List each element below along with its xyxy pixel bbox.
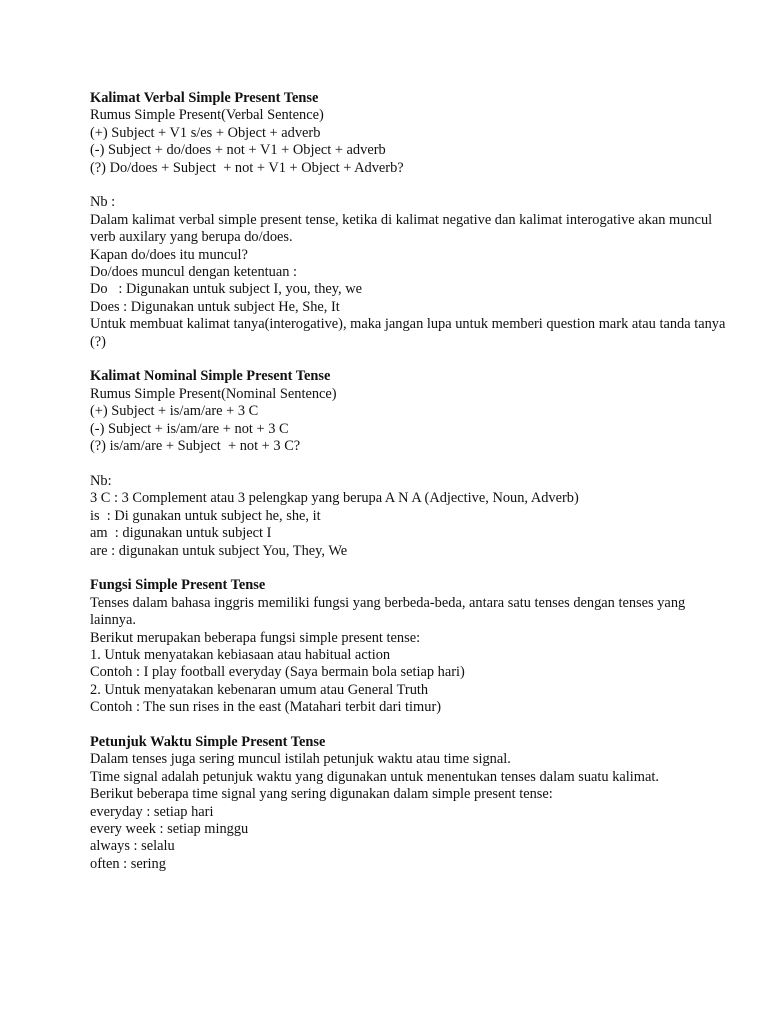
text-line: (+) Subject + is/am/are + 3 C (90, 403, 259, 420)
text-line: Rumus Simple Present(Nominal Sentence) (90, 385, 337, 402)
text-line: 3 C : 3 Complement atau 3 pelengkap yang berupa A N A (Adjective, Noun, Adverb) (90, 490, 579, 507)
text-line: Dalam tenses juga sering muncul istilah petunjuk waktu atau time signal. (90, 751, 511, 768)
document-page (90, 90, 730, 891)
section-fungsi (90, 577, 730, 716)
text-line: Does : Digunakan untuk subject He, She, It (90, 298, 340, 315)
section-nb-nominal (90, 473, 730, 560)
text-line: Nb: (90, 472, 112, 489)
text-line: Contoh : I play football everyday (Saya bermain bola setiap hari) (90, 664, 465, 681)
text-line: 2. Untuk menyatakan kebenaran umum atau General Truth (90, 681, 429, 698)
section-heading: Kalimat Nominal Simple Present Tense (90, 368, 331, 385)
text-line: 1. Untuk menyatakan kebiasaan atau habitual action (90, 646, 391, 663)
text-line: Time signal adalah petunjuk waktu yang digunakan untuk menentukan tenses dalam suatu kalimat. (90, 768, 659, 785)
text-line: Rumus Simple Present(Verbal Sentence) (90, 107, 324, 124)
section-heading: Fungsi Simple Present Tense (90, 577, 266, 594)
text-line: (+) Subject + V1 s/es + Object + adverb (90, 124, 321, 141)
text-line: Do : Digunakan untuk subject I, you, they, we (90, 281, 363, 298)
text-line: am : digunakan untuk subject I (90, 525, 272, 542)
section-kalimat-nominal (90, 368, 730, 455)
text-line: always : selalu (90, 838, 175, 855)
text-line: are : digunakan untuk subject You, They, We (90, 542, 348, 559)
text-line: Dalam kalimat verbal simple present tense, ketika di kalimat negative dan kalimat interogative akan muncul verb auxilary yang berupa do/does. (90, 211, 716, 246)
text-line: everyday : setiap hari (90, 803, 214, 820)
text-line: every week : setiap minggu (90, 820, 249, 837)
text-line: Do/does muncul dengan ketentuan : (90, 264, 298, 281)
text-line: Berikut merupakan beberapa fungsi simple present tense: (90, 629, 421, 646)
text-line: Berikut beberapa time signal yang sering digunakan dalam simple present tense: (90, 786, 553, 803)
section-heading: Kalimat Verbal Simple Present Tense (90, 90, 319, 106)
text-line: Untuk membuat kalimat tanya(interogative), maka jangan lupa untuk memberi question mark atau tanda tanya (?) (90, 316, 729, 350)
text-line: (?) is/am/are + Subject + not + 3 C? (90, 438, 301, 455)
section-petunjuk-waktu (90, 734, 730, 873)
text-line: often : sering (90, 855, 166, 872)
text-line: Kapan do/does itu muncul? (90, 246, 248, 263)
text-line: (-) Subject + is/am/are + not + 3 C (90, 420, 289, 437)
text-line: (-) Subject + do/does + not + V1 + Object + adverb (90, 142, 386, 159)
text-line: (?) Do/does + Subject + not + V1 + Object + Adverb? (90, 159, 404, 176)
text-line: Contoh : The sun rises in the east (Matahari terbit dari timur) (90, 699, 442, 716)
text-line: Nb : (90, 194, 116, 211)
section-kalimat-verbal (90, 90, 730, 177)
text-line: Tenses dalam bahasa inggris memiliki fungsi yang berbeda-beda, antara satu tenses dengan tenses yang lainnya. (90, 594, 689, 629)
section-heading: Petunjuk Waktu Simple Present Tense (90, 733, 326, 750)
text-line: is : Di gunakan untuk subject he, she, it (90, 507, 321, 524)
section-nb-verbal (90, 194, 730, 351)
